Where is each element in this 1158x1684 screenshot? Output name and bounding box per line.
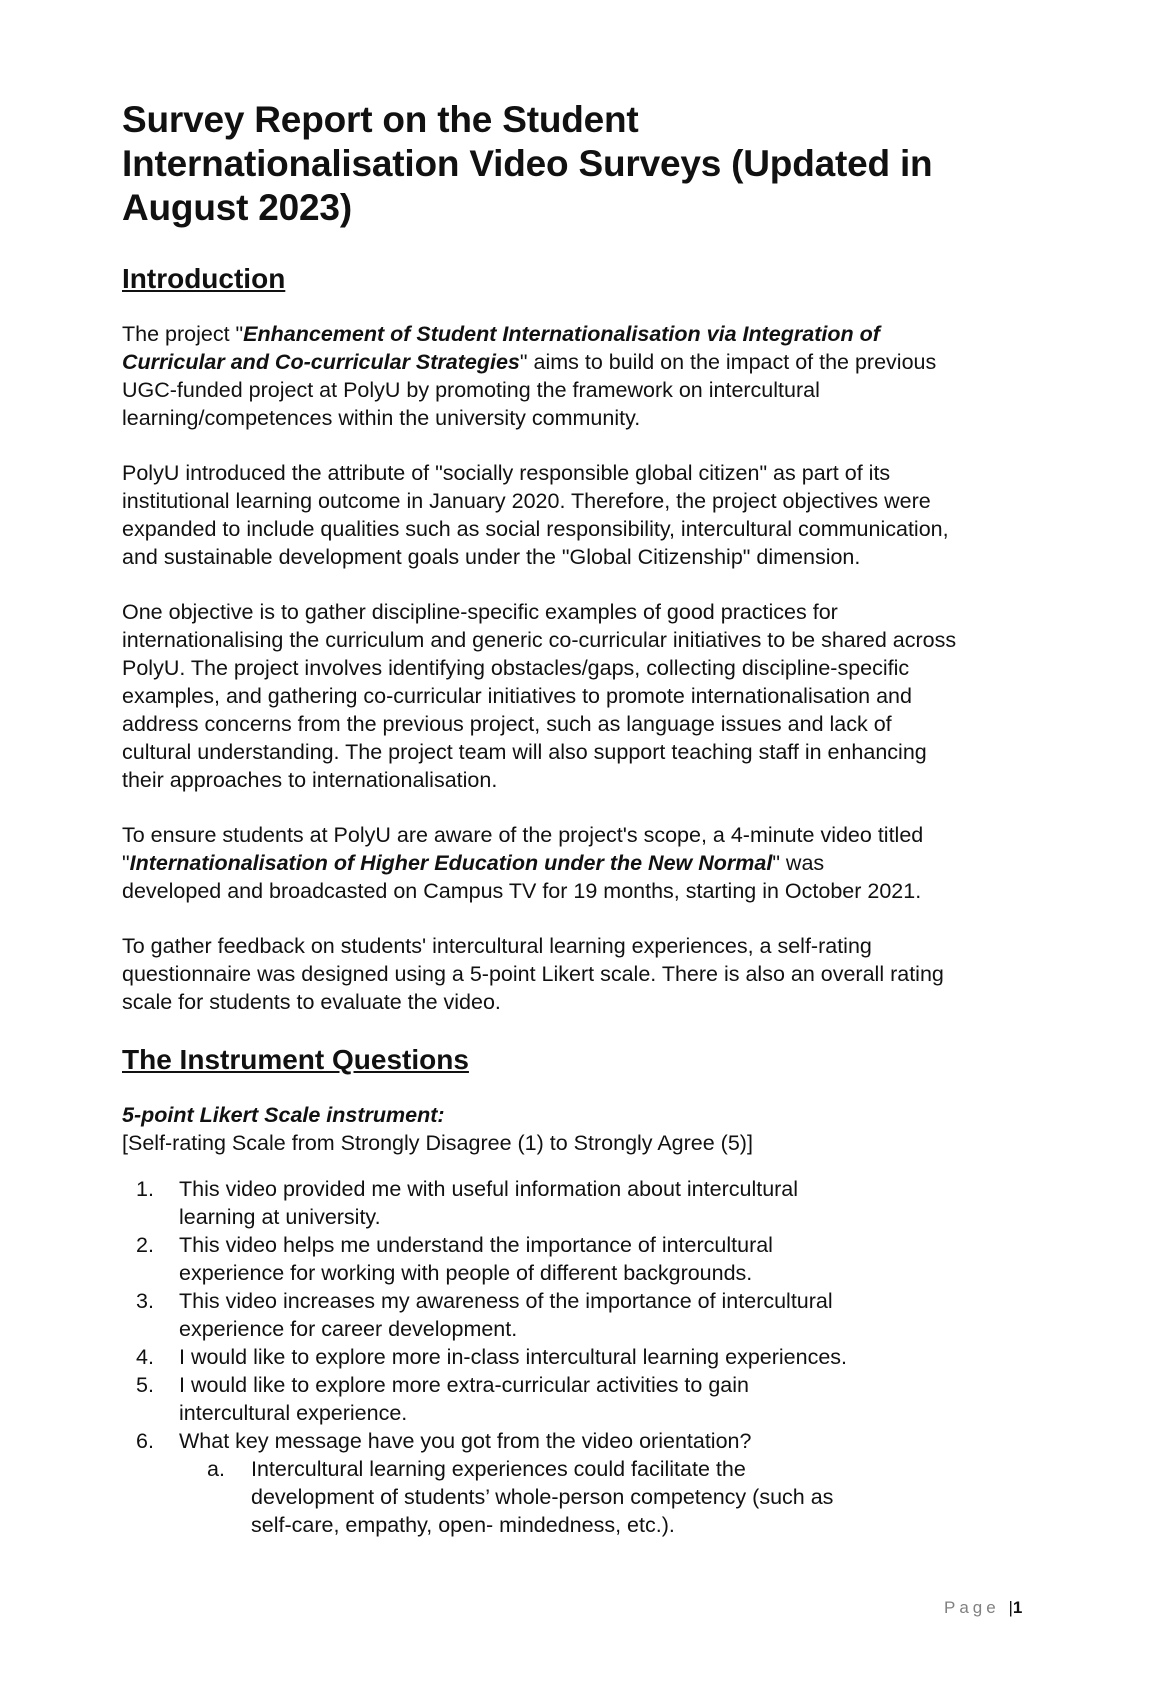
page-number: 1 bbox=[1012, 1598, 1023, 1617]
likert-scale-description: [Self-rating Scale from Strongly Disagree (1) to Strongly Agree (5)] bbox=[122, 1131, 753, 1155]
intro-p1-end: " aims to build on the impact of the previous UGC-funded project at PolyU by promoting the framework on intercultural learning/competences within the university community. bbox=[122, 350, 937, 430]
list-item bbox=[122, 1287, 919, 1343]
intro-paragraph-1 bbox=[122, 320, 962, 432]
section-heading-instrument: The Instrument Questions bbox=[122, 1044, 469, 1075]
page-footer bbox=[944, 1598, 1022, 1618]
intro-paragraph-4 bbox=[122, 821, 927, 905]
sub-question-list bbox=[179, 1455, 979, 1539]
list-item-number: 6. bbox=[136, 1429, 154, 1453]
list-item-text: What key message have you got from the video orientation? bbox=[179, 1429, 752, 1453]
list-item bbox=[179, 1455, 851, 1539]
intro-p4-end: " was developed and broadcasted on Campus TV for 19 months, starting in October 2021. bbox=[122, 851, 922, 903]
list-item-text: This video helps me understand the importance of intercultural experience for working with people of different backgrounds. bbox=[179, 1233, 773, 1285]
list-item-text: This video provided me with useful information about intercultural learning at university. bbox=[179, 1177, 799, 1229]
section-heading-introduction: Introduction bbox=[122, 263, 286, 294]
list-item-text: I would like to explore more extra-curricular activities to gain intercultural experience. bbox=[179, 1373, 749, 1425]
question-list bbox=[122, 1175, 1022, 1539]
list-item-text: This video increases my awareness of the importance of intercultural experience for career development. bbox=[179, 1289, 833, 1341]
list-item-number: a. bbox=[207, 1457, 225, 1481]
page-label: Page bbox=[944, 1598, 1000, 1617]
footer-separator: | bbox=[1008, 1598, 1013, 1617]
video-title-emphasis: Internationalisation of Higher Education under the New Normal bbox=[129, 851, 773, 875]
intro-paragraph-2: PolyU introduced the attribute of "socially responsible global citizen" as part of its institutional learning outcome in January 2020. Therefore, the project objectives were expanded to include qualities such as social responsibility, intercultural communication, and sustainable development goals under the "Global Citizenship" dimension. bbox=[122, 461, 949, 569]
list-item-number: 2. bbox=[136, 1233, 154, 1257]
list-item-number: 1. bbox=[136, 1177, 154, 1201]
list-item-number: 4. bbox=[136, 1345, 154, 1369]
list-item-text: I would like to explore more in-class intercultural learning experiences. bbox=[179, 1345, 848, 1369]
project-title-emphasis: Enhancement of Student Internationalisation via Integration of Curricular and Co-curricular Strategies bbox=[122, 322, 880, 374]
list-item bbox=[122, 1231, 879, 1287]
list-item bbox=[122, 1343, 979, 1371]
likert-subheading: 5-point Likert Scale instrument: bbox=[122, 1103, 445, 1127]
list-item-number: 3. bbox=[136, 1289, 154, 1313]
document-title: Survey Report on the Student Internationalisation Video Surveys (Updated in August 2023) bbox=[122, 99, 933, 228]
list-item bbox=[122, 1175, 879, 1231]
intro-paragraph-3: One objective is to gather discipline-specific examples of good practices for internationalising the curriculum and generic co-curricular initiatives to be shared across PolyU. The project involves identifying obstacles/gaps, collecting discipline-specific examples, and gathering co-curricular initiatives to promote internationalisation and address concerns from the previous project, such as language issues and lack of cultural understanding. The project team will also support teaching staff in enhancing their approaches to internationalisation. bbox=[122, 600, 957, 792]
intro-p1-start: The project " bbox=[122, 322, 244, 346]
list-item bbox=[122, 1371, 839, 1427]
list-item-number: 5. bbox=[136, 1373, 154, 1397]
list-item bbox=[122, 1427, 979, 1539]
intro-paragraph-5: To gather feedback on students' intercultural learning experiences, a self-rating questionnaire was designed using a 5-point Likert scale. There is also an overall rating scale for students to evaluate the video. bbox=[122, 934, 944, 1014]
intro-p4-start: To ensure students at PolyU are aware of the project's scope, a 4-minute video titled " bbox=[122, 823, 924, 875]
list-item-text: Intercultural learning experiences could facilitate the development of students’ whole-person competency (such as self-care, empathy, open- mindedness, etc.). bbox=[251, 1457, 834, 1537]
document-page bbox=[122, 98, 1022, 1539]
